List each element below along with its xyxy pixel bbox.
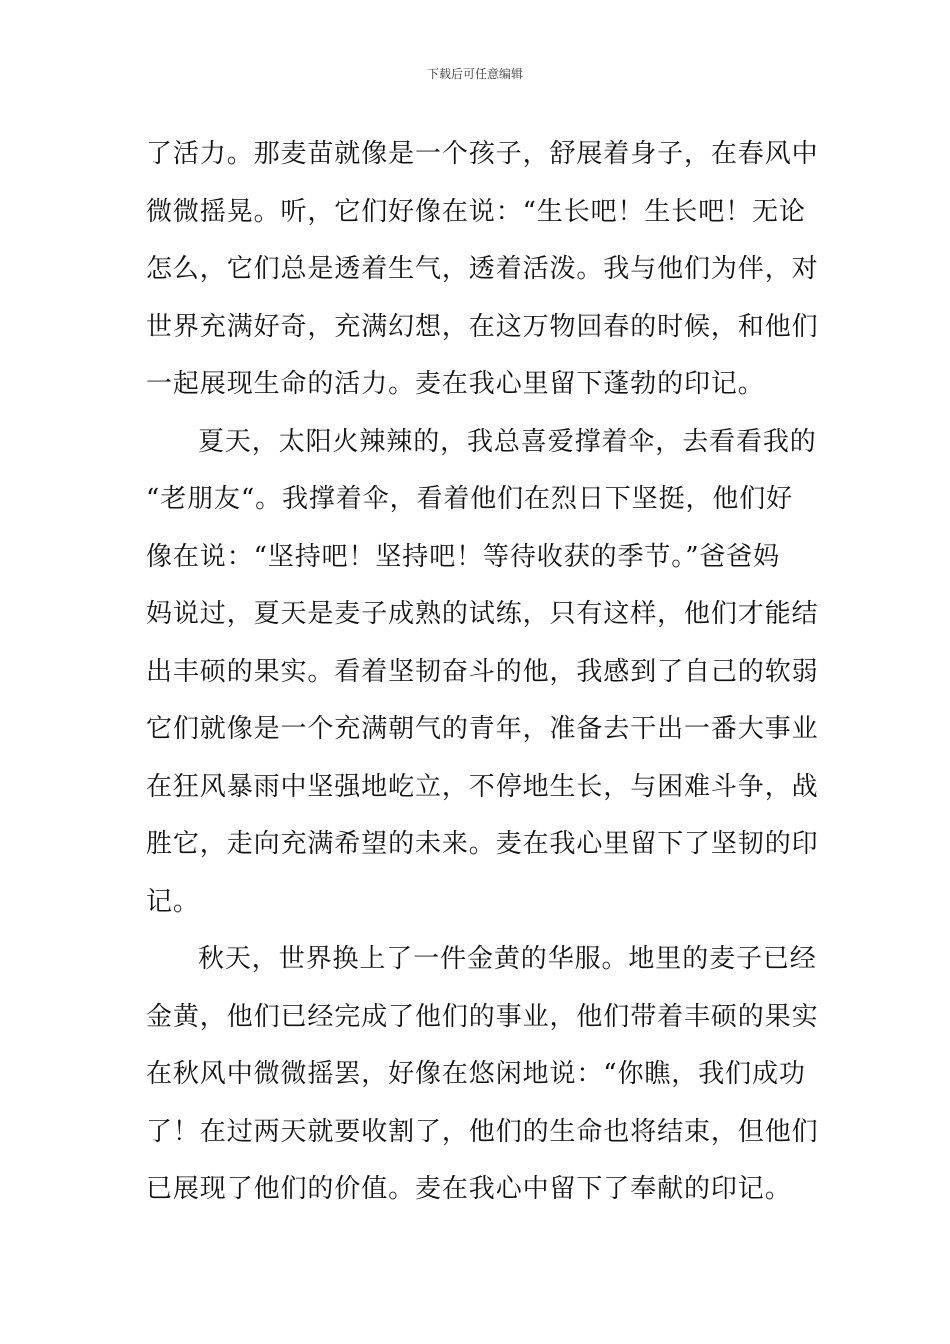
document-body [146, 126, 819, 1219]
text-line: 它们就像是一个充满朝气的青年，准备去干出一番大事业 [146, 714, 819, 744]
text-line: 已展现了他们的价值。麦在我心中留下了奉献的印记。 [146, 1174, 792, 1204]
text-line: 胜它，走向充满希望的未来。麦在我心里留下了坚韧的印 [146, 829, 819, 859]
text-line: 在狂风暴雨中坚强地屹立，不停地生长，与困难斗争，战 [146, 771, 819, 802]
paragraph-start-line: 夏天，太阳火辣辣的，我总喜爱撑着伞，去看看我的 [198, 426, 817, 457]
text-line: “老朋友“。我撑着伞，看着他们在烈日下坚挺，他们好 [146, 484, 794, 514]
text-line: 出丰硕的果实。看着坚韧奋斗的他，我感到了自己的软弱 [146, 656, 819, 687]
text-line: 一起展现生命的活力。麦在我心里留下蓬勃的印记。 [146, 369, 765, 399]
text-line: 记。 [146, 886, 200, 917]
paragraph-start-line: 秋天，世界换上了一件金黄的华服。地里的麦子已经 [198, 944, 817, 974]
text-line: 怎么，它们总是透着生气，透着活泼。我与他们为伴，对 [146, 254, 819, 284]
text-line: 了活力。那麦苗就像是一个孩子，舒展着身子，在春风中 [146, 139, 819, 169]
text-line: 妈说过，夏天是麦子成熟的试练，只有这样，他们才能结 [146, 599, 819, 629]
text-line: 金黄，他们已经完成了他们的事业，他们带着丰硕的果实 [146, 1001, 819, 1032]
text-line: 在秋风中微微摇罢，好像在悠闲地说：“你瞧，我们成功 [146, 1059, 806, 1089]
text-line: 了！在过两天就要收割了，他们的生命也将结束，但他们 [146, 1116, 819, 1147]
text-line: 像在说：“坚持吧！坚持吧！等待收获的季节。”爸爸妈 [146, 541, 781, 572]
page-header: 下载后可任意编辑 [426, 67, 523, 81]
text-line: 微微摇晃。听，它们好像在说：“生长吧！生长吧！无论 [146, 196, 806, 227]
text-line: 世界充满好奇，充满幻想，在这万物回春的时候，和他们 [146, 311, 819, 342]
